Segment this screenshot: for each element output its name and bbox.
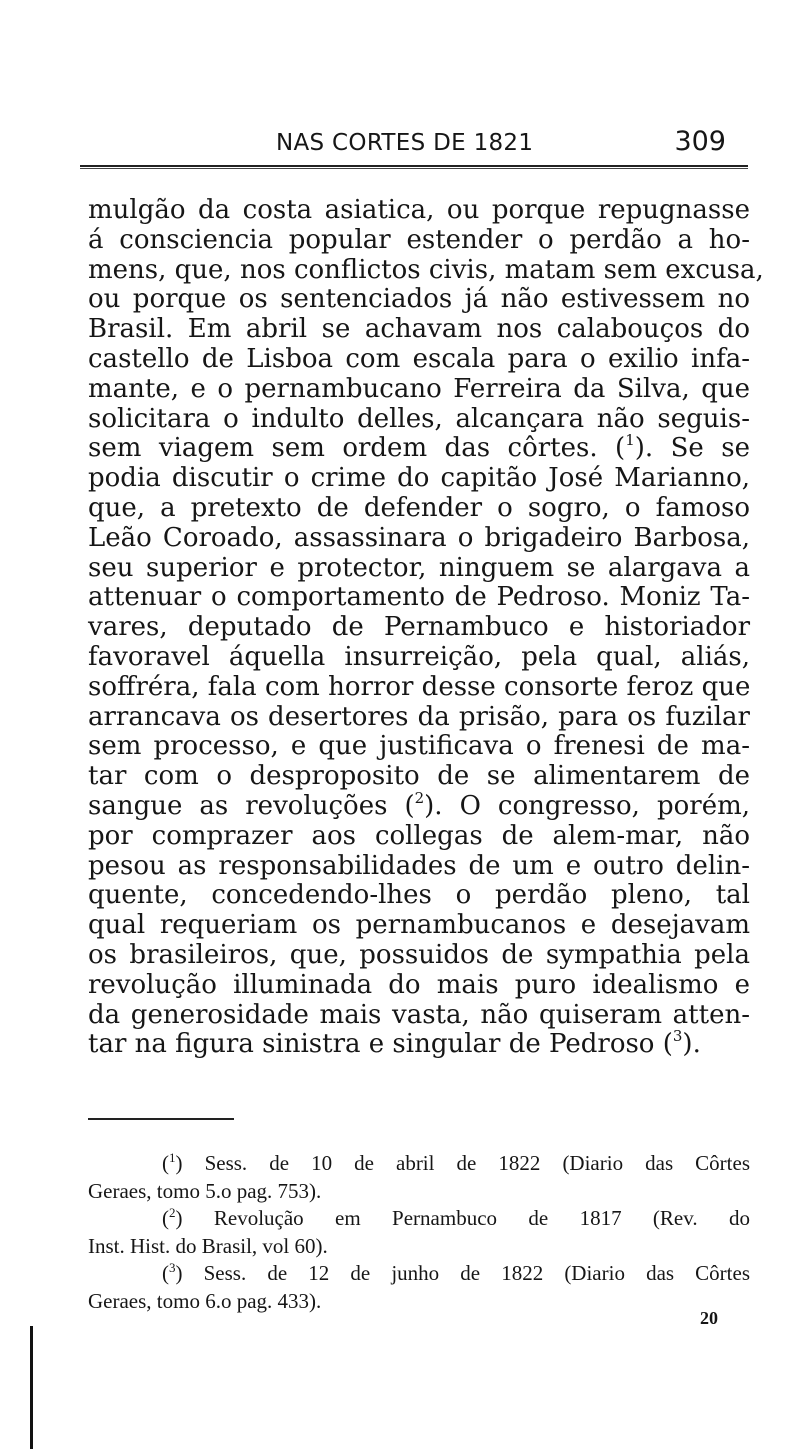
footnote-marker: ($^1$) [162, 1150, 183, 1175]
text-line: pesou as responsabilidades de um e outro delin- [88, 850, 750, 881]
text-line: mulgão da costa asiatica, ou porque repugnasse [88, 195, 750, 225]
printer-signature: 20 [700, 1308, 718, 1328]
page-number: 309 [674, 126, 726, 157]
text-line: podia discutir o crime do capitão José Marianno, [88, 463, 750, 494]
footnote-text: Sess. de 12 de junho de 1822 (Diario das Côrtes [203, 1261, 751, 1285]
text-line-with-footnote-ref-2 [88, 788, 750, 822]
footnote-ref-3: 3 [672, 1027, 683, 1046]
page-header [88, 126, 748, 160]
text-line: qual requeriam os pernambucanos e desejavam [88, 910, 750, 941]
text-line: soffréra, fala com horror desse consorte feroz que [88, 671, 751, 702]
text-line-with-footnote-ref-1 [88, 431, 751, 464]
text-line-with-footnote-ref-3 [88, 1027, 750, 1060]
footnote-1 [88, 1150, 750, 1178]
header-rule [80, 165, 748, 169]
text-line: por comprazer aos collegas de alem-mar, não [88, 820, 750, 851]
footnote-rule [88, 1118, 234, 1120]
body-text [88, 195, 764, 1060]
line-text: tar na figura sinistra e singular de Pedroso ( [88, 1029, 673, 1060]
text-line: tar com o desproposito de se alimentarem de [88, 761, 750, 792]
footnotes [88, 1150, 750, 1315]
text-line: ou porque os sentenciados já não estivessem no [88, 284, 750, 315]
line-text: sangue as revoluções ( [88, 790, 415, 821]
footnote-marker: ($^3$) [162, 1260, 183, 1285]
text-line: revolução illuminada do mais puro idealismo e [88, 969, 750, 1000]
text-line: que, a pretexto de defender o sogro, o famoso [88, 492, 750, 523]
footnote-3-cont: Geraes, tomo 6.o pag. 433). [88, 1288, 322, 1313]
footnote-ref-2: 2 [414, 788, 425, 807]
text-line: Brasil. Em abril se achavam nos calabouços do [88, 314, 750, 345]
text-line: da generosidade mais vasta, não quiseram atten- [88, 999, 750, 1030]
text-line: quente, concedendo-lhes o perdão pleno, tal [88, 880, 750, 911]
line-tail: ). O congresso, porém, [424, 790, 750, 821]
text-line: os brasileiros, que, possuidos de sympathia pela [88, 939, 750, 970]
text-line: arrancava os desertores da prisão, para os fuzilar [88, 701, 750, 732]
text-line: favoravel áquella insurreição, pela qual, aliás, [88, 641, 750, 672]
text-line: solicitara o indulto delles, alcançara não seguis- [88, 403, 750, 434]
footnote-marker: ($^2$) [162, 1205, 183, 1230]
text-line: vares, deputado de Pernambuco e historiador [88, 612, 750, 643]
text-line: á consciencia popular estender o perdão a ho- [88, 224, 750, 255]
footnote-1-cont: Geraes, tomo 5.o pag. 753). [88, 1178, 322, 1203]
footnote-text: Sess. de 10 de abril de 1822 (Diario das Côrtes [204, 1151, 751, 1175]
footnote-2 [88, 1205, 750, 1233]
line-tail: ). [682, 1029, 701, 1060]
footnote-text: Revolução em Pernambuco de 1817 (Rev. do [213, 1206, 751, 1230]
line-tail: ). Se se [634, 433, 751, 464]
footnote-ref-1: 1 [625, 431, 635, 450]
footnote-2-cont: Inst. Hist. do Brasil, vol 60). [88, 1233, 328, 1258]
text-line: seu superior e protector, ninguem se alargava a [88, 552, 750, 583]
margin-bar [30, 1326, 33, 1449]
footnote-3 [88, 1260, 750, 1288]
text-line: mens, que, nos conflictos civis, matam sem excusa, [88, 254, 764, 285]
text-line: mante, e o pernambucano Ferreira da Silva, que [88, 373, 750, 404]
text-line: sem processo, e que justificava o frenesi de ma- [88, 731, 750, 762]
text-line: attenuar o comportamento de Pedroso. Moniz Ta- [88, 582, 750, 613]
line-text: sem viagem sem ordem das côrtes. ( [88, 433, 626, 464]
text-line: castello de Lisboa com escala para o exilio infa- [88, 343, 750, 374]
text-line: Leão Coroado, assassinara o brigadeiro Barbosa, [88, 522, 750, 553]
running-title: NAS CORTES DE 1821 [276, 130, 534, 156]
